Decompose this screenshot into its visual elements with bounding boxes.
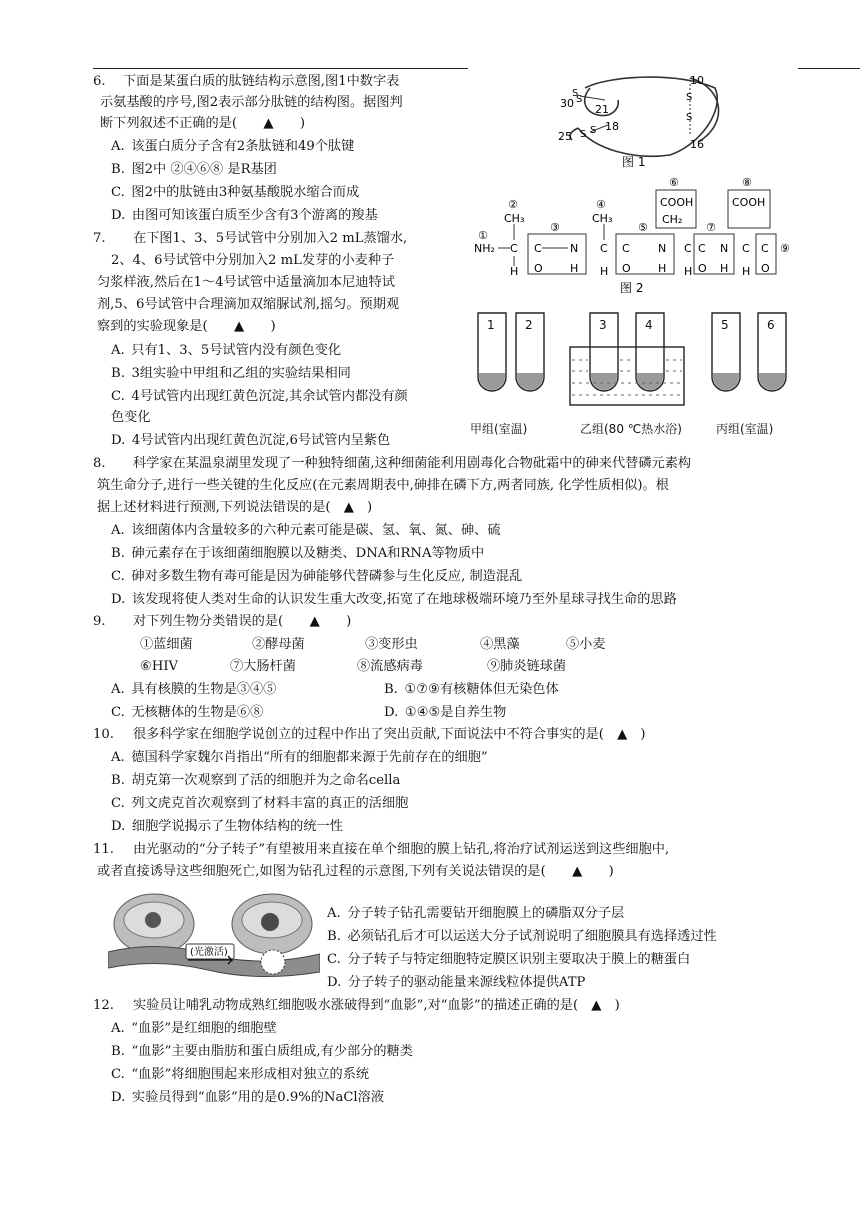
q6-option-a: A. 该蛋白质分子含有2条肽链和49个肽键 xyxy=(111,139,355,154)
tube-label-5: 5 xyxy=(721,318,729,332)
q9-organism-3: ③变形虫 xyxy=(365,637,418,652)
fig2-circle-5: ⑤ xyxy=(638,221,648,234)
fig1-s-5: S xyxy=(580,129,587,140)
q12-option-b: B. “血影”主要由脂肪和蛋白质组成,有少部分的糖类 xyxy=(111,1044,413,1059)
fig2-c-4: C xyxy=(761,242,769,255)
q9-option-c: C. 无核糖体的生物是⑥⑧ xyxy=(111,705,264,720)
fig2-circle-7: ⑦ xyxy=(706,221,716,234)
q9-option-a: A. 具有核膜的生物是③④⑤ xyxy=(111,682,277,697)
fig2-circle-3: ③ xyxy=(550,221,560,234)
q8-line-2: 筑生命分子,进行一些关键的生化反应(在元素周期表中,砷排在磷下方,两者同族, 化学性质相似)。根 xyxy=(97,478,669,493)
q10-stem: 10. 很多科学家在细胞学说创立的过程中作出了突出贡献,下面说法中不符合事实的是( ▲ ) xyxy=(93,727,646,742)
q7-line-2: 2、4、6号试管中分别加入2 mL发芽的小麦种子 xyxy=(111,253,395,268)
fig2-h-5: H xyxy=(684,265,693,278)
fig1-s-3: S xyxy=(686,92,693,103)
group-label-bing: 丙组(室温) xyxy=(716,422,774,436)
fig2-h-7: H xyxy=(742,265,751,278)
fig2-cooh-2: COOH xyxy=(732,196,766,209)
group-label-jia: 甲组(室温) xyxy=(470,422,528,436)
q10-option-c: C. 列文虎克首次观察到了材料丰富的真正的活细胞 xyxy=(111,796,409,811)
figure-2-peptide-structure xyxy=(470,176,800,298)
water-bath xyxy=(570,347,684,405)
fig2-n-1: N xyxy=(570,242,579,255)
q12-option-c: C. “血影”将细胞围起来形成相对独立的系统 xyxy=(111,1067,370,1082)
tube-label-6: 6 xyxy=(767,318,775,332)
q8-option-d: D. 该发现将使人类对生命的认识发生重大改变,拓宽了在地球极端环境乃至外星球寻找生命的思路 xyxy=(111,592,677,607)
q7-option-d: D. 4号试管内出现红黄色沉淀,6号试管内呈紫色 xyxy=(111,433,391,448)
q12-option-d: D. 实验员得到“血影”用的是0.9%的NaCl溶液 xyxy=(111,1090,385,1105)
fig1-s-2: S xyxy=(576,94,583,105)
fig2-h-3: H xyxy=(600,265,609,278)
fig2-h-6: H xyxy=(720,262,729,275)
fig2-ch3-2: CH₃ xyxy=(592,212,613,225)
fig2-nh2: NH₂ xyxy=(474,242,495,255)
q6-line-3: 断下列叙述不正确的是( ▲ ) xyxy=(100,116,306,131)
fig1-s-6: S xyxy=(590,125,597,136)
fig2-h-1: H xyxy=(510,265,519,278)
q7-option-c: C. 4号试管内出现红黄色沉淀,其余试管内都没有颜 xyxy=(111,389,408,404)
fig2-c-alpha-2: C xyxy=(600,242,608,255)
fig2-circle-1: ① xyxy=(478,229,488,242)
q7-option-b: B. 3组实验中甲组和乙组的实验结果相同 xyxy=(111,366,351,381)
q12-option-a: A. “血影”是红细胞的细胞壁 xyxy=(111,1021,277,1036)
fig1-label-25: 25 xyxy=(558,130,572,143)
q10-option-a: A. 德国科学家魏尔肖指出“所有的细胞都来源于先前存在的细胞” xyxy=(111,750,488,765)
fig2-h-2: H xyxy=(570,262,579,275)
q9-option-d: D. ①④⑤是自养生物 xyxy=(384,705,507,720)
rotor-arrow-label: (光激活) xyxy=(190,947,228,958)
tube-label-4: 4 xyxy=(645,318,653,332)
q9-organism-8: ⑧流感病毒 xyxy=(357,659,423,674)
q6-option-c: C. 图2中的肽链由3种氨基酸脱水缩合而成 xyxy=(111,185,360,200)
tube-label-1: 1 xyxy=(487,318,495,332)
q7-option-a: A. 只有1、3、5号试管内没有颜色变化 xyxy=(111,343,342,358)
q6-option-b: B. 图2中 ②④⑥⑧ 是R基团 xyxy=(111,162,277,177)
fig2-c-alpha-3: C xyxy=(684,242,692,255)
header-rule-right xyxy=(798,68,860,69)
fig2-o-1: O xyxy=(534,262,543,275)
q9-option-b: B. ①⑦⑨有核糖体但无染色体 xyxy=(384,682,559,697)
q7-line-1: 7. 在下图1、3、5号试管中分别加入2 mL蒸馏水, xyxy=(93,231,408,246)
fig2-n-2: N xyxy=(658,242,667,255)
rotor-icon-2 xyxy=(261,913,279,931)
fig2-o-4: O xyxy=(761,262,770,275)
q11-option-b: B. 必须钻孔后才可以运送大分子试剂说明了细胞膜具有选择透过性 xyxy=(327,929,717,944)
rotor-icon xyxy=(145,912,161,928)
q7-option-c-cont: 色变化 xyxy=(111,410,151,425)
q6-option-d: D. 由图可知该蛋白质至少含有3个游离的羧基 xyxy=(111,208,378,223)
tube-label-3: 3 xyxy=(599,318,607,332)
fig1-label-30: 30 xyxy=(560,97,574,110)
fig1-label-16: 16 xyxy=(690,138,704,151)
q10-option-d: D. 细胞学说揭示了生物体结构的统一性 xyxy=(111,819,343,834)
q6-line-1: 6. 下面是某蛋白质的肽链结构示意图,图1中数字表 xyxy=(93,74,400,89)
q11-line-2: 或者直接诱导这些细胞死亡,如图为钻孔过程的示意图,下列有关说法错误的是( ▲ ) xyxy=(97,864,614,879)
q11-line-1: 11. 由光驱动的“分子转子”有望被用来直接在单个细胞的膜上钻孔,将治疗试剂运送到这些细胞中, xyxy=(93,842,670,857)
q9-stem: 9. 对下列生物分类错误的是( ▲ ) xyxy=(93,614,352,629)
q9-organism-6: ⑥HIV xyxy=(140,659,179,674)
fig2-caption: 图 2 xyxy=(620,281,644,295)
q7-line-4: 剂,5、6号试管中合理滴加双缩脲试剂,摇匀。预期观 xyxy=(97,297,400,312)
fig2-cooh-1: COOH xyxy=(660,196,694,209)
q11-option-c: C. 分子转子与特定细胞特定膜区识别主要取决于膜上的糖蛋白 xyxy=(327,952,691,967)
tube-label-2: 2 xyxy=(525,318,533,332)
fig2-h-4: H xyxy=(658,262,667,275)
q8-option-c: C. 砷对多数生物有毒可能是因为砷能够代替磷参与生化反应, 制造混乱 xyxy=(111,569,523,584)
q6-line-2: 示氨基酸的序号,图2表示部分肽链的结构图。据图判 xyxy=(100,95,403,110)
q8-option-b: B. 砷元素存在于该细菌细胞膜以及糖类、DNA和RNA等物质中 xyxy=(111,546,485,561)
q9-organism-2: ②酵母菌 xyxy=(252,637,305,652)
q8-line-3: 据上述材料进行预测,下列说法错误的是( ▲ ) xyxy=(97,500,373,515)
fig2-c-3: C xyxy=(698,242,706,255)
q8-option-a: A. 该细菌体内含量较多的六种元素可能是碳、氢、氧、氮、砷、硫 xyxy=(111,523,501,538)
figure-3-test-tubes xyxy=(470,305,800,443)
q9-organism-1: ①蓝细菌 xyxy=(140,637,193,652)
fig1-s-4: S xyxy=(686,112,693,123)
fig1-label-18: 18 xyxy=(605,120,619,133)
header-rule-left xyxy=(93,68,468,69)
fig1-label-10: 10 xyxy=(690,74,704,87)
fig2-o-2: O xyxy=(622,262,631,275)
fig2-c-2: C xyxy=(622,242,630,255)
fig2-c-1: C xyxy=(534,242,542,255)
fig2-ch2: CH₂ xyxy=(662,213,683,226)
fig2-circle-9: ⑨ xyxy=(780,242,790,255)
fig2-circle-6: ⑥ xyxy=(669,176,679,189)
fig2-o-3: O xyxy=(698,262,707,275)
fig1-label-21: 21 xyxy=(595,103,609,116)
fig2-c-alpha-4: C xyxy=(742,242,750,255)
q9-organism-9: ⑨肺炎链球菌 xyxy=(487,659,567,674)
q12-stem: 12. 实验员让哺乳动物成熟红细胞吸水涨破得到“血影”,对“血影”的描述正确的是( ▲ ) xyxy=(93,998,620,1013)
fig2-circle-2: ② xyxy=(508,198,518,211)
q9-organism-4: ④黑藻 xyxy=(480,637,520,652)
fig2-circle-8: ⑧ xyxy=(742,176,752,189)
fig1-s-1: S xyxy=(572,88,579,99)
fig2-c-alpha-1: C xyxy=(510,242,518,255)
q10-option-b: B. 胡克第一次观察到了活的细胞并为之命名cella xyxy=(111,773,401,788)
fig1-caption: 图 1 xyxy=(622,155,646,169)
fig2-circle-4: ④ xyxy=(596,198,606,211)
figure-molecular-rotor xyxy=(108,882,320,978)
q11-option-d: D. 分子转子的驱动能量来源线粒体提供ATP xyxy=(327,975,586,990)
fig2-ch3-1: CH₃ xyxy=(504,212,525,225)
q11-option-a: A. 分子转子钻孔需要钻开细胞膜上的磷脂双分子层 xyxy=(327,906,625,921)
fig2-n-3: N xyxy=(720,242,729,255)
figure-1-peptide-chains xyxy=(550,70,750,176)
q7-line-5: 察到的实验现象是( ▲ ) xyxy=(97,319,276,334)
q9-organism-7: ⑦大肠杆菌 xyxy=(230,659,296,674)
group-label-yi: 乙组(80 ℃热水浴) xyxy=(580,422,682,436)
q7-line-3: 匀浆样液,然后在1～4号试管中适量滴加本尼迪特试 xyxy=(97,275,395,290)
q8-line-1: 8. 科学家在某温泉湖里发现了一种独特细菌,这种细菌能利用剧毒化合物砒霜中的砷来代替磷元素构 xyxy=(93,456,692,471)
q9-organism-5: ⑤小麦 xyxy=(566,637,606,652)
